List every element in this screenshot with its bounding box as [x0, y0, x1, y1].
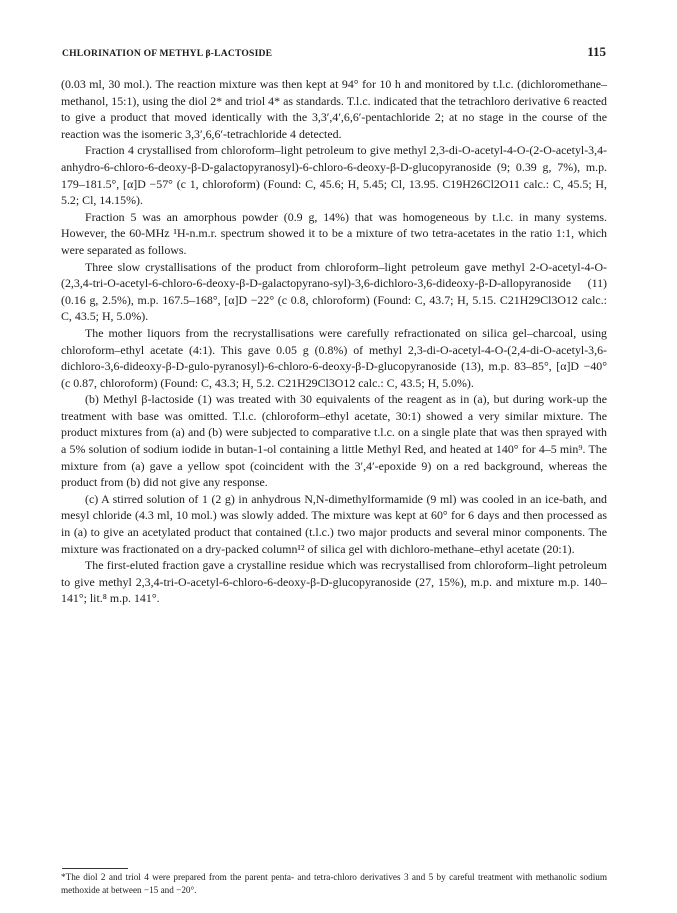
- footnote: *The diol 2 and triol 4 were prepared from the parent penta- and tetra-chloro derivatives 3 and 5 by careful treatment with methanolic sodium methoxide at between −15 and −20°.: [61, 872, 607, 895]
- running-head: [62, 44, 606, 64]
- paragraph: The mother liquors from the recrystallisations were carefully refractionated on silica gel–charcoal, using chloroform–ethyl acetate (4:1). This gave 0.05 g (0.8%) of methyl 2,3-di-O-acetyl-4-O-(2,4-di-O-acetyl-3,6-dichloro-3,6-dideoxy-β-D-gulo-pyranosyl)-6-chloro-6-deoxy-β-D-glucopyranoside (13), m.p. 83–85°, [α]D −40° (c 0.87, chloroform) (Found: C, 43.3; H, 5.2. C21H29Cl3O12 calc.: C, 43.5; H, 5.0%).: [61, 325, 607, 390]
- paragraph: (b) Methyl β-lactoside (1) was treated with 30 equivalents of the reagent as in (a), but during work-up the treatment with base was omitted. T.l.c. (chloroform–ethyl acetate, 30:1) showed a very similar mixture. The product mixtures from (a) and (b) were subjected to comparative t.l.c. on a single plate that was then sprayed with a 5% solution of sodium iodide in butan-1-ol containing a little Methyl Red, and heated at 140° for 4–5 min⁹. The mixture from (a) gave a yellow spot (coincident with the 3′,4′-epoxide 9) on a red background, whereas the product from (b) did not give any response.: [61, 392, 607, 490]
- footnote-divider: [62, 868, 128, 869]
- paragraph: The first-eluted fraction gave a crystalline residue which was recrystallised from chloroform–light petroleum to give methyl 2,3,4-tri-O-acetyl-6-chloro-6-deoxy-β-D-glucopyranoside (27, 15%), m.p. and mixture m.p. 140–141°; lit.⁸ m.p. 141°.: [61, 558, 607, 606]
- running-title: CHLORINATION OF METHYL β-LACTOSIDE: [62, 48, 273, 59]
- paragraph: (c) A stirred solution of 1 (2 g) in anhydrous N,N-dimethylformamide (9 ml) was cooled in an ice-bath, and mesyl chloride (4.3 ml, 10 mol.) was slowly added. The mixture was kept at 60° for 6 days and then processed as in (a) to give an acetylated product that contained (t.l.c.) two major products and several minor components. The mixture was fractionated on a dry-packed column¹² of silica gel with dichloro-methane–ethyl acetate (20:1).: [61, 491, 607, 556]
- body-text: [61, 76, 607, 607]
- page-number: 115: [587, 44, 606, 59]
- paragraph: Three slow crystallisations of the product from chloroform–light petroleum gave methyl 2-O-acetyl-4-O-(2,3,4-tri-O-acetyl-6-chloro-6-deoxy-β-D-galactopyrano-syl)-3,6-dichloro-3,6-dideoxy-β-D-allopyranoside (11) (0.16 g, 2.5%), m.p. 167.5–168°, [α]D −22° (c 0.8, chloroform) (Found: C, 43.7; H, 5.15. C21H29Cl3O12 calc.: C, 43.5; H, 5.0%).: [61, 259, 607, 324]
- paragraph: (0.03 ml, 30 mol.). The reaction mixture was then kept at 94° for 10 h and monitored by t.l.c. (dichloromethane–methanol, 15:1), using the diol 2* and triol 4* as standards. T.l.c. indicated that the tetrachloro derivative 6 reacted to give a product that moved identically with the 3,3′,4′,6,6′-pentachloride 2; at no stage in the course of the reaction was the isomeric 3,3′,6,6′-tetrachloride 4 detected.: [61, 77, 607, 141]
- paragraph: Fraction 5 was an amorphous powder (0.9 g, 14%) that was homogeneous by t.l.c. in many systems. However, the 60-MHz ¹H-n.m.r. spectrum showed it to be a mixture of two tetra-acetates in the ratio 1:1, which were separated as follows.: [61, 209, 607, 257]
- paragraph: Fraction 4 crystallised from chloroform–light petroleum to give methyl 2,3-di-O-acetyl-4-O-(2-O-acetyl-3,4-anhydro-6-chloro-6-deoxy-β-D-galactopyranosyl)-6-chloro-6-deoxy-β-D-glucopyranoside (9; 0.39 g, 7%), m.p. 179–181.5°, [α]D −57° (c 1, chloroform) (Found: C, 45.6; H, 5.45; Cl, 13.95. C19H26Cl2O11 calc.: C, 45.5; H, 5.2; Cl, 14.15%).: [61, 143, 607, 208]
